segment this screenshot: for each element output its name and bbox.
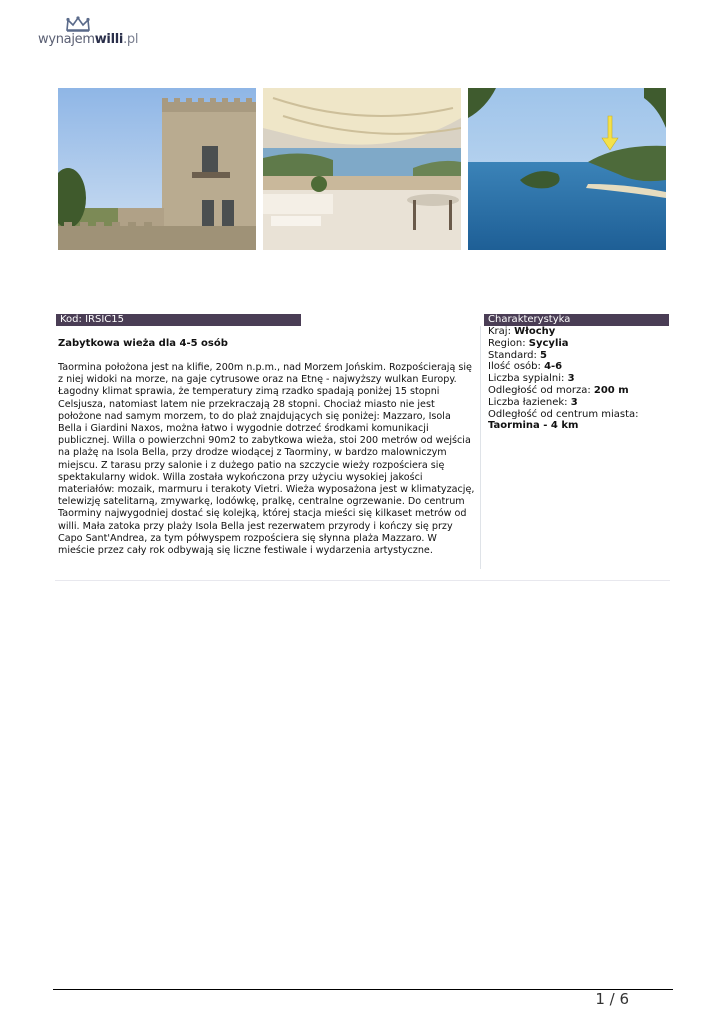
char-sea-distance: Odległość od morza: 200 m [488,384,629,396]
section-divider [55,580,670,581]
char-bedrooms: Liczba sypialni: 3 [488,373,575,385]
brand-part-2: willi [94,32,124,47]
char-center-distance: Odległość od centrum miasta: Taormina - 4 km [488,408,639,432]
crown-icon [65,16,91,32]
terrace-photo [263,88,461,250]
page-number: 1 / 6 [595,990,629,1008]
listing-description: Taormina położona jest na klifie, 200m n.p.m., nad Morzem Jońskim. Rozpościerają się z niej widoki na morze, na gaje cytrusowe oraz na Etnę - najwyższy wulkan Europy. Łagodny klimat sprawia, że temperatury zimą rzadko spadają poniżej 15 stopni Celsjusza, natomiast latem nie przekraczają 28 stopni. Chociaż miasto nie jest położone nad samym morzem, to do plaż znajdujących się poniżej: Mazzaro, Isola Bella i Giardini Naxos, można łatwo i wygodnie dotrzeć środkami komunikacji publicznej. Willa o powierzchni 90m2 to zabytkowa wieża, stoi 200 metrów od wejścia na plażę na Isola Bella, przy drodze wiodącej z Taorminy, w bardzo malowniczym miejscu. Z tarasu przy salonie i z dużego patio na szczycie wieży rozpościera się spektakularny widok. Willa została wykończona przy użyciu wysokiej jakości materiałów: mozaik, marmuru i terakoty Vietri. Wieża wyposażona jest w klimatyzację, telewizję satelitarną, zmywarkę, lodówkę, pralkę, centralne ogrzewanie. Do centrum Taorminy najwygodniej dostać się kolejką, której stacja mieści się kilkaset metrów od willi. Mała zatoka przy plaży Isola Bella jest rezerwatem przyrody i kończy się przy Capo Sant'Andrea, za tym półwyspem rozpościera się słynna plaża Mazzaro. W mieście przez cały rok odbywają się liczne festiwale i wydarzenia artystyczne. [58,362,475,557]
characteristics-list [488,326,670,432]
char-persons: Ilość osób: 4-6 [488,361,563,373]
listing-code-bar: Kod: IRSIC15 [56,314,301,326]
brand-name [38,32,138,47]
tower-photo [58,88,256,250]
brand-part-1: wynajem [38,32,95,47]
char-standard: Standard: 5 [488,349,548,361]
characteristics-header: Charakterystyka [484,314,669,326]
listing-title: Zabytkowa wieża dla 4-5 osób [58,338,228,349]
char-bathrooms: Liczba łazienek: 3 [488,396,578,408]
brand-part-3: .pl [123,32,139,47]
char-country: Kraj: Włochy [488,326,556,337]
bay-photo [468,88,666,250]
char-region: Region: Sycylia [488,337,569,349]
footer-rule [53,989,673,990]
column-divider [480,326,481,569]
site-logo[interactable] [38,14,139,50]
